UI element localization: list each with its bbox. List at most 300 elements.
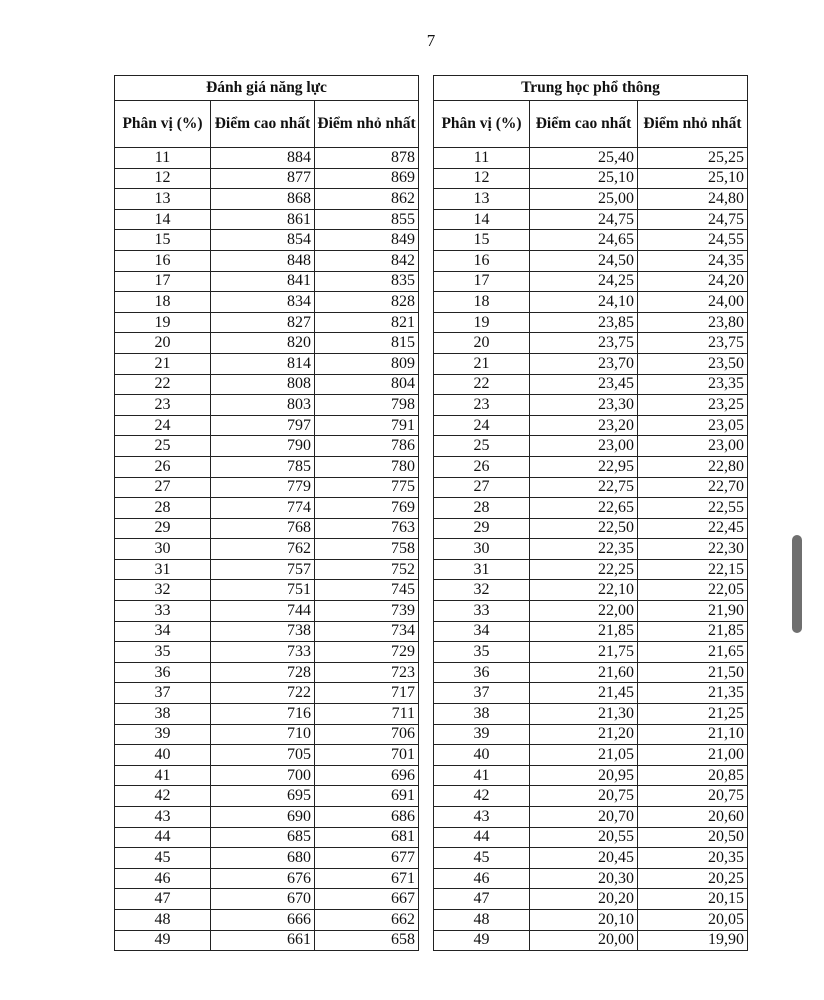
cell-percentile: 13 (115, 189, 211, 210)
cell-percentile: 14 (434, 209, 530, 230)
cell-highest-score: 744 (211, 601, 315, 622)
table-row (115, 580, 419, 601)
cell-lowest-score: 20,35 (638, 848, 748, 869)
cell-lowest-score: 739 (315, 601, 419, 622)
cell-lowest-score: 798 (315, 395, 419, 416)
cell-highest-score: 808 (211, 374, 315, 395)
cell-percentile: 45 (434, 848, 530, 869)
cell-lowest-score: 780 (315, 456, 419, 477)
cell-highest-score: 22,25 (530, 559, 638, 580)
scrollbar-thumb[interactable] (792, 535, 802, 633)
cell-lowest-score: 19,90 (638, 930, 748, 951)
cell-lowest-score: 23,25 (638, 395, 748, 416)
page-number: 7 (426, 31, 436, 50)
table-row (434, 292, 748, 313)
table-row (115, 271, 419, 292)
cell-percentile: 26 (115, 456, 211, 477)
table-row (434, 456, 748, 477)
cell-percentile: 19 (434, 312, 530, 333)
cell-lowest-score: 701 (315, 745, 419, 766)
cell-lowest-score: 24,80 (638, 189, 748, 210)
cell-percentile: 32 (434, 580, 530, 601)
cell-lowest-score: 22,70 (638, 477, 748, 498)
table-row (115, 312, 419, 333)
cell-highest-score: 751 (211, 580, 315, 601)
table-row (434, 889, 748, 910)
cell-lowest-score: 706 (315, 724, 419, 745)
cell-highest-score: 24,10 (530, 292, 638, 313)
table-row (434, 539, 748, 560)
cell-highest-score: 710 (211, 724, 315, 745)
cell-lowest-score: 21,10 (638, 724, 748, 745)
table-row (434, 827, 748, 848)
cell-highest-score: 868 (211, 189, 315, 210)
table-row (115, 456, 419, 477)
cell-percentile: 44 (434, 827, 530, 848)
cell-highest-score: 23,30 (530, 395, 638, 416)
cell-lowest-score: 20,25 (638, 868, 748, 889)
cell-highest-score: 22,50 (530, 518, 638, 539)
cell-highest-score: 785 (211, 456, 315, 477)
cell-percentile: 24 (115, 415, 211, 436)
cell-highest-score: 25,10 (530, 168, 638, 189)
cell-lowest-score: 23,05 (638, 415, 748, 436)
table-row (434, 250, 748, 271)
cell-lowest-score: 786 (315, 436, 419, 457)
cell-lowest-score: 815 (315, 333, 419, 354)
cell-highest-score: 848 (211, 250, 315, 271)
table-row (115, 477, 419, 498)
cell-lowest-score: 658 (315, 930, 419, 951)
table-row (434, 601, 748, 622)
cell-lowest-score: 20,15 (638, 889, 748, 910)
cell-highest-score: 670 (211, 889, 315, 910)
cell-highest-score: 23,00 (530, 436, 638, 457)
cell-highest-score: 24,50 (530, 250, 638, 271)
cell-highest-score: 738 (211, 621, 315, 642)
cell-lowest-score: 20,85 (638, 765, 748, 786)
cell-highest-score: 20,45 (530, 848, 638, 869)
cell-lowest-score: 21,35 (638, 683, 748, 704)
cell-highest-score: 722 (211, 683, 315, 704)
cell-percentile: 24 (434, 415, 530, 436)
cell-highest-score: 762 (211, 539, 315, 560)
cell-highest-score: 23,70 (530, 353, 638, 374)
table-row (115, 250, 419, 271)
cell-percentile: 17 (115, 271, 211, 292)
cell-lowest-score: 662 (315, 909, 419, 930)
table-row (115, 559, 419, 580)
cell-highest-score: 884 (211, 148, 315, 169)
cell-highest-score: 803 (211, 395, 315, 416)
cell-highest-score: 20,95 (530, 765, 638, 786)
table-row (115, 827, 419, 848)
table-row (434, 930, 748, 951)
cell-percentile: 45 (115, 848, 211, 869)
table-row (434, 642, 748, 663)
table-row (115, 786, 419, 807)
cell-percentile: 16 (115, 250, 211, 271)
cell-lowest-score: 21,00 (638, 745, 748, 766)
cell-percentile: 12 (434, 168, 530, 189)
table-row (115, 868, 419, 889)
cell-lowest-score: 21,90 (638, 601, 748, 622)
cell-percentile: 47 (115, 889, 211, 910)
cell-percentile: 20 (434, 333, 530, 354)
cell-highest-score: 20,00 (530, 930, 638, 951)
cell-percentile: 13 (434, 189, 530, 210)
cell-lowest-score: 22,55 (638, 498, 748, 519)
cell-percentile: 32 (115, 580, 211, 601)
cell-percentile: 48 (115, 909, 211, 930)
table-row (434, 436, 748, 457)
cell-percentile: 33 (115, 601, 211, 622)
cell-lowest-score: 835 (315, 271, 419, 292)
column-header-percentile: Phân vị (%) (434, 101, 530, 148)
cell-highest-score: 22,00 (530, 601, 638, 622)
table-row (115, 292, 419, 313)
cell-lowest-score: 828 (315, 292, 419, 313)
cell-percentile: 25 (434, 436, 530, 457)
cell-lowest-score: 20,05 (638, 909, 748, 930)
cell-lowest-score: 24,00 (638, 292, 748, 313)
cell-lowest-score: 21,65 (638, 642, 748, 663)
cell-lowest-score: 24,75 (638, 209, 748, 230)
cell-percentile: 43 (115, 807, 211, 828)
cell-lowest-score: 20,60 (638, 807, 748, 828)
table-row (434, 148, 748, 169)
table-row (115, 498, 419, 519)
table-row (434, 662, 748, 683)
cell-lowest-score: 24,55 (638, 230, 748, 251)
cell-lowest-score: 855 (315, 209, 419, 230)
table-row (434, 395, 748, 416)
table-row (115, 148, 419, 169)
cell-highest-score: 20,70 (530, 807, 638, 828)
table-row (115, 395, 419, 416)
table-row (115, 909, 419, 930)
table-row (115, 724, 419, 745)
column-header-lowest-score: Điểm nhỏ nhất (638, 101, 748, 148)
cell-highest-score: 21,60 (530, 662, 638, 683)
table-row (115, 704, 419, 725)
cell-highest-score: 820 (211, 333, 315, 354)
cell-percentile: 30 (434, 539, 530, 560)
cell-lowest-score: 763 (315, 518, 419, 539)
cell-percentile: 37 (115, 683, 211, 704)
table-row (115, 601, 419, 622)
cell-lowest-score: 22,45 (638, 518, 748, 539)
table-row (434, 765, 748, 786)
table-row (434, 559, 748, 580)
cell-percentile: 46 (115, 868, 211, 889)
cell-highest-score: 24,75 (530, 209, 638, 230)
column-header-highest-score: Điểm cao nhất (211, 101, 315, 148)
cell-highest-score: 23,85 (530, 312, 638, 333)
cell-highest-score: 23,75 (530, 333, 638, 354)
cell-highest-score: 24,25 (530, 271, 638, 292)
cell-highest-score: 790 (211, 436, 315, 457)
table-row (115, 745, 419, 766)
cell-percentile: 12 (115, 168, 211, 189)
table-row (434, 786, 748, 807)
aptitude-test-table (114, 75, 419, 951)
cell-percentile: 48 (434, 909, 530, 930)
cell-percentile: 40 (434, 745, 530, 766)
cell-lowest-score: 842 (315, 250, 419, 271)
cell-percentile: 31 (434, 559, 530, 580)
cell-lowest-score: 20,50 (638, 827, 748, 848)
cell-percentile: 44 (115, 827, 211, 848)
cell-lowest-score: 821 (315, 312, 419, 333)
cell-highest-score: 21,85 (530, 621, 638, 642)
cell-percentile: 39 (434, 724, 530, 745)
cell-lowest-score: 723 (315, 662, 419, 683)
cell-highest-score: 779 (211, 477, 315, 498)
cell-percentile: 15 (434, 230, 530, 251)
cell-lowest-score: 667 (315, 889, 419, 910)
cell-lowest-score: 21,85 (638, 621, 748, 642)
cell-percentile: 47 (434, 889, 530, 910)
cell-lowest-score: 869 (315, 168, 419, 189)
table-row (434, 374, 748, 395)
cell-lowest-score: 21,50 (638, 662, 748, 683)
cell-lowest-score: 671 (315, 868, 419, 889)
cell-highest-score: 25,40 (530, 148, 638, 169)
cell-highest-score: 22,75 (530, 477, 638, 498)
cell-highest-score: 768 (211, 518, 315, 539)
cell-percentile: 31 (115, 559, 211, 580)
cell-percentile: 29 (434, 518, 530, 539)
cell-highest-score: 685 (211, 827, 315, 848)
cell-highest-score: 24,65 (530, 230, 638, 251)
cell-highest-score: 716 (211, 704, 315, 725)
table-row (434, 209, 748, 230)
cell-highest-score: 728 (211, 662, 315, 683)
cell-lowest-score: 23,50 (638, 353, 748, 374)
table-row (115, 765, 419, 786)
table-row (115, 683, 419, 704)
cell-percentile: 41 (115, 765, 211, 786)
cell-lowest-score: 23,35 (638, 374, 748, 395)
cell-percentile: 42 (434, 786, 530, 807)
cell-percentile: 35 (115, 642, 211, 663)
cell-lowest-score: 25,10 (638, 168, 748, 189)
cell-lowest-score: 696 (315, 765, 419, 786)
cell-percentile: 43 (434, 807, 530, 828)
cell-percentile: 30 (115, 539, 211, 560)
cell-highest-score: 757 (211, 559, 315, 580)
cell-highest-score: 854 (211, 230, 315, 251)
table-row (434, 807, 748, 828)
cell-highest-score: 22,65 (530, 498, 638, 519)
cell-percentile: 28 (434, 498, 530, 519)
cell-percentile: 28 (115, 498, 211, 519)
table-row (434, 230, 748, 251)
cell-percentile: 27 (115, 477, 211, 498)
cell-highest-score: 827 (211, 312, 315, 333)
table-row (115, 848, 419, 869)
cell-highest-score: 700 (211, 765, 315, 786)
cell-lowest-score: 717 (315, 683, 419, 704)
cell-lowest-score: 758 (315, 539, 419, 560)
cell-highest-score: 20,55 (530, 827, 638, 848)
cell-highest-score: 690 (211, 807, 315, 828)
cell-lowest-score: 686 (315, 807, 419, 828)
table-row (434, 745, 748, 766)
cell-highest-score: 21,75 (530, 642, 638, 663)
cell-percentile: 21 (115, 353, 211, 374)
table-row (434, 848, 748, 869)
table-row (434, 704, 748, 725)
cell-highest-score: 774 (211, 498, 315, 519)
cell-highest-score: 695 (211, 786, 315, 807)
cell-lowest-score: 24,35 (638, 250, 748, 271)
cell-percentile: 23 (434, 395, 530, 416)
cell-percentile: 49 (115, 930, 211, 951)
table-row (434, 312, 748, 333)
cell-highest-score: 733 (211, 642, 315, 663)
table-row (434, 518, 748, 539)
table-row (115, 539, 419, 560)
cell-percentile: 26 (434, 456, 530, 477)
cell-highest-score: 22,95 (530, 456, 638, 477)
cell-lowest-score: 20,75 (638, 786, 748, 807)
cell-percentile: 34 (115, 621, 211, 642)
cell-highest-score: 21,05 (530, 745, 638, 766)
cell-percentile: 19 (115, 312, 211, 333)
cell-highest-score: 25,00 (530, 189, 638, 210)
cell-highest-score: 21,45 (530, 683, 638, 704)
cell-percentile: 17 (434, 271, 530, 292)
cell-highest-score: 23,45 (530, 374, 638, 395)
cell-lowest-score: 677 (315, 848, 419, 869)
cell-percentile: 29 (115, 518, 211, 539)
cell-lowest-score: 21,25 (638, 704, 748, 725)
table-row (115, 230, 419, 251)
cell-lowest-score: 24,20 (638, 271, 748, 292)
cell-percentile: 42 (115, 786, 211, 807)
cell-percentile: 11 (115, 148, 211, 169)
cell-percentile: 25 (115, 436, 211, 457)
cell-percentile: 16 (434, 250, 530, 271)
table-row (434, 498, 748, 519)
cell-percentile: 18 (434, 292, 530, 313)
cell-percentile: 33 (434, 601, 530, 622)
table-row (434, 333, 748, 354)
cell-highest-score: 20,75 (530, 786, 638, 807)
cell-lowest-score: 681 (315, 827, 419, 848)
cell-percentile: 35 (434, 642, 530, 663)
table-row (434, 724, 748, 745)
cell-lowest-score: 25,25 (638, 148, 748, 169)
table-row (434, 477, 748, 498)
column-header-percentile: Phân vị (%) (115, 101, 211, 148)
cell-percentile: 34 (434, 621, 530, 642)
cell-highest-score: 797 (211, 415, 315, 436)
cell-lowest-score: 878 (315, 148, 419, 169)
cell-lowest-score: 23,80 (638, 312, 748, 333)
table-row (115, 642, 419, 663)
table-row (434, 168, 748, 189)
cell-percentile: 37 (434, 683, 530, 704)
cell-percentile: 38 (115, 704, 211, 725)
table-row (434, 909, 748, 930)
cell-lowest-score: 729 (315, 642, 419, 663)
cell-lowest-score: 775 (315, 477, 419, 498)
cell-lowest-score: 711 (315, 704, 419, 725)
table-row (434, 683, 748, 704)
cell-highest-score: 21,30 (530, 704, 638, 725)
cell-percentile: 22 (434, 374, 530, 395)
table-row (434, 353, 748, 374)
table-row (434, 415, 748, 436)
cell-lowest-score: 809 (315, 353, 419, 374)
table-row (115, 621, 419, 642)
table-row (115, 353, 419, 374)
table-row (115, 168, 419, 189)
table-row (115, 436, 419, 457)
high-school-exam-table (433, 75, 748, 951)
table-row (434, 271, 748, 292)
cell-highest-score: 22,35 (530, 539, 638, 560)
cell-lowest-score: 734 (315, 621, 419, 642)
cell-highest-score: 834 (211, 292, 315, 313)
table-row (115, 333, 419, 354)
cell-lowest-score: 769 (315, 498, 419, 519)
cell-highest-score: 680 (211, 848, 315, 869)
table-row (115, 662, 419, 683)
table-row (115, 189, 419, 210)
cell-lowest-score: 752 (315, 559, 419, 580)
cell-percentile: 22 (115, 374, 211, 395)
table-row (115, 415, 419, 436)
cell-highest-score: 666 (211, 909, 315, 930)
table-row (434, 621, 748, 642)
cell-lowest-score: 849 (315, 230, 419, 251)
cell-lowest-score: 804 (315, 374, 419, 395)
cell-highest-score: 705 (211, 745, 315, 766)
cell-percentile: 40 (115, 745, 211, 766)
table-row (115, 807, 419, 828)
cell-highest-score: 841 (211, 271, 315, 292)
table-row (115, 930, 419, 951)
table-title: Trung học phổ thông (434, 76, 748, 101)
table-row (115, 518, 419, 539)
cell-lowest-score: 791 (315, 415, 419, 436)
table-row (434, 868, 748, 889)
cell-lowest-score: 22,30 (638, 539, 748, 560)
table-row (115, 209, 419, 230)
cell-highest-score: 20,20 (530, 889, 638, 910)
table-title: Đánh giá năng lực (115, 76, 419, 101)
cell-highest-score: 23,20 (530, 415, 638, 436)
cell-percentile: 38 (434, 704, 530, 725)
cell-percentile: 46 (434, 868, 530, 889)
cell-lowest-score: 23,00 (638, 436, 748, 457)
cell-percentile: 11 (434, 148, 530, 169)
cell-highest-score: 20,10 (530, 909, 638, 930)
cell-highest-score: 22,10 (530, 580, 638, 601)
cell-percentile: 18 (115, 292, 211, 313)
cell-lowest-score: 862 (315, 189, 419, 210)
cell-percentile: 27 (434, 477, 530, 498)
table-row (434, 580, 748, 601)
table-row (434, 189, 748, 210)
cell-percentile: 36 (434, 662, 530, 683)
cell-percentile: 23 (115, 395, 211, 416)
cell-highest-score: 661 (211, 930, 315, 951)
